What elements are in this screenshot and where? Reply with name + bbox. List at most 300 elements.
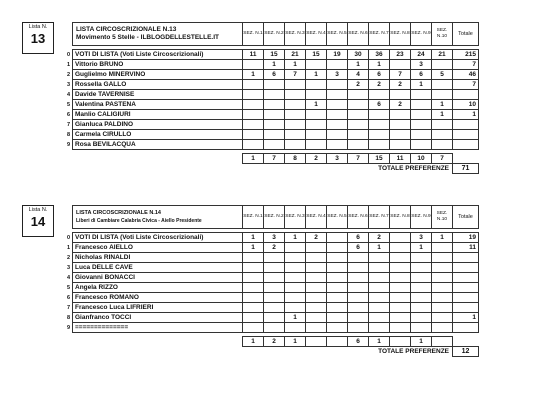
candidate-name: Manlio CALIGIURI	[73, 110, 243, 120]
preferences-table	[62, 205, 479, 357]
section-total: 1	[411, 337, 432, 347]
candidate-name: Francesco Luca LIFRIERI	[73, 303, 243, 313]
vote-cell	[306, 293, 327, 303]
vote-cell	[369, 263, 390, 273]
vote-cell: 21	[285, 50, 306, 60]
vote-cell	[390, 110, 411, 120]
vote-cell: 6	[264, 70, 285, 80]
list-votes-row	[62, 50, 479, 60]
vote-cell: 1	[432, 110, 453, 120]
vote-cell	[432, 283, 453, 293]
row-number: 4	[66, 91, 70, 98]
vote-cell	[369, 293, 390, 303]
section-header: SEZ. N.7	[369, 206, 390, 229]
vote-cell	[306, 263, 327, 273]
vote-cell	[327, 100, 348, 110]
vote-cell: 1	[285, 313, 306, 323]
section-totals-row	[62, 154, 479, 164]
vote-cell	[264, 273, 285, 283]
total-preferences-value: 71	[453, 164, 479, 174]
section-header: SEZ. N.4	[306, 206, 327, 229]
candidate-row	[62, 243, 479, 253]
vote-cell	[348, 263, 369, 273]
vote-cell: 6	[411, 70, 432, 80]
vote-cell	[411, 263, 432, 273]
vote-cell	[348, 130, 369, 140]
vote-cell	[390, 233, 411, 243]
vote-cell	[390, 293, 411, 303]
row-total: 7	[453, 60, 479, 70]
section-header: SEZ. N.3	[285, 23, 306, 46]
vote-cell	[369, 140, 390, 150]
candidate-row	[62, 130, 479, 140]
vote-cell	[390, 253, 411, 263]
candidate-name: ==============	[73, 323, 243, 333]
vote-cell	[264, 303, 285, 313]
vote-cell	[264, 313, 285, 323]
vote-cell	[348, 140, 369, 150]
vote-cell	[432, 273, 453, 283]
vote-cell	[264, 120, 285, 130]
vote-cell	[285, 100, 306, 110]
vote-cell	[369, 120, 390, 130]
vote-cell	[411, 313, 432, 323]
vote-cell	[285, 120, 306, 130]
row-total	[453, 140, 479, 150]
vote-cell: 2	[306, 233, 327, 243]
vote-cell	[432, 243, 453, 253]
vote-cell	[243, 140, 264, 150]
vote-cell: 1	[285, 233, 306, 243]
list-title-cell	[73, 23, 243, 46]
vote-cell	[432, 253, 453, 263]
vote-cell: 3	[264, 233, 285, 243]
candidate-row	[62, 100, 479, 110]
lista-label: Lista N.	[28, 207, 48, 213]
vote-cell	[327, 60, 348, 70]
vote-cell	[327, 80, 348, 90]
candidate-name: Gianluca PALDINO	[73, 120, 243, 130]
row-number: 7	[66, 304, 70, 311]
vote-cell: 15	[264, 50, 285, 60]
row-number: 2	[66, 254, 70, 261]
vote-cell	[348, 283, 369, 293]
vote-cell	[348, 313, 369, 323]
vote-cell	[327, 313, 348, 323]
row-number: 9	[66, 324, 70, 331]
vote-cell	[390, 273, 411, 283]
vote-cell	[432, 293, 453, 303]
vote-cell: 1	[243, 70, 264, 80]
vote-cell	[306, 303, 327, 313]
header-row	[62, 23, 479, 46]
vote-cell	[411, 90, 432, 100]
vote-cell	[327, 253, 348, 263]
vote-cell: 23	[390, 50, 411, 60]
section-header: SEZ. N.5	[327, 206, 348, 229]
section-total: 7	[432, 154, 453, 164]
vote-cell	[390, 60, 411, 70]
vote-cell: 21	[432, 50, 453, 60]
candidate-name: Francesco ROMANO	[73, 293, 243, 303]
vote-cell	[306, 90, 327, 100]
vote-cell	[432, 60, 453, 70]
vote-cell	[411, 253, 432, 263]
vote-cell	[243, 253, 264, 263]
candidate-name: Guglielmo MINERVINO	[73, 70, 243, 80]
vote-cell	[369, 130, 390, 140]
candidate-name: Carmela CIRULLO	[73, 130, 243, 140]
row-number: 0	[66, 234, 70, 241]
section-header: SEZ. N.10	[432, 206, 453, 229]
vote-cell: 2	[390, 80, 411, 90]
vote-cell: 11	[243, 50, 264, 60]
vote-cell	[390, 303, 411, 313]
section-total: 1	[285, 337, 306, 347]
vote-cell	[390, 283, 411, 293]
vote-cell	[327, 243, 348, 253]
vote-cell	[369, 273, 390, 283]
row-number: 3	[66, 264, 70, 271]
vote-cell	[327, 323, 348, 333]
vote-cell	[264, 283, 285, 293]
row-number: 8	[66, 131, 70, 138]
vote-cell	[432, 120, 453, 130]
lista-label: Lista N.	[28, 24, 48, 30]
vote-cell	[432, 80, 453, 90]
lista-number: 13	[30, 31, 46, 46]
vote-cell	[327, 273, 348, 283]
section-header: SEZ. N.2	[264, 23, 285, 46]
section-total	[327, 337, 348, 347]
candidate-row	[62, 273, 479, 283]
section-total: 6	[348, 337, 369, 347]
vote-cell	[369, 323, 390, 333]
vote-cell	[327, 303, 348, 313]
vote-cell: 5	[432, 70, 453, 80]
vote-cell	[306, 313, 327, 323]
list-title-cell	[73, 206, 243, 229]
vote-cell: 4	[348, 70, 369, 80]
candidate-name: Rosa BEVILACQUA	[73, 140, 243, 150]
vote-cell	[264, 140, 285, 150]
vote-cell	[327, 263, 348, 273]
vote-cell	[411, 323, 432, 333]
section-total: 7	[264, 154, 285, 164]
vote-cell	[243, 303, 264, 313]
vote-cell	[285, 263, 306, 273]
vote-cell: 6	[348, 243, 369, 253]
vote-cell: 36	[369, 50, 390, 60]
section-header: SEZ. N.5	[327, 23, 348, 46]
section-total	[390, 337, 411, 347]
vote-cell	[348, 273, 369, 283]
row-number: 7	[66, 121, 70, 128]
section-header: SEZ. N.10	[432, 23, 453, 46]
vote-cell	[369, 283, 390, 293]
vote-cell: 19	[327, 50, 348, 60]
vote-cell: 6	[348, 233, 369, 243]
section-total: 1	[243, 337, 264, 347]
section-totals-row	[62, 337, 479, 347]
vote-cell	[390, 263, 411, 273]
section-header: SEZ. N.8	[390, 206, 411, 229]
vote-cell	[285, 283, 306, 293]
vote-cell	[327, 140, 348, 150]
vote-cell	[411, 110, 432, 120]
vote-cell	[327, 293, 348, 303]
candidate-name: Vittorio BRUNO	[73, 60, 243, 70]
vote-cell: 15	[306, 50, 327, 60]
section-total: 2	[264, 337, 285, 347]
vote-cell	[285, 303, 306, 313]
row-number: 6	[66, 111, 70, 118]
vote-cell	[285, 323, 306, 333]
vote-cell	[306, 80, 327, 90]
vote-cell: 2	[348, 80, 369, 90]
vote-cell	[369, 313, 390, 323]
vote-cell	[306, 323, 327, 333]
vote-cell: 7	[285, 70, 306, 80]
vote-cell	[369, 303, 390, 313]
candidate-row	[62, 263, 479, 273]
row-total: 7	[453, 80, 479, 90]
vote-cell	[348, 303, 369, 313]
vote-cell	[348, 110, 369, 120]
row-number: 2	[66, 71, 70, 78]
vote-cell	[243, 110, 264, 120]
vote-cell	[348, 120, 369, 130]
vote-cell	[390, 130, 411, 140]
row-total: 19	[453, 233, 479, 243]
candidate-row	[62, 120, 479, 130]
section-total	[432, 337, 453, 347]
vote-cell	[369, 110, 390, 120]
row-number: 8	[66, 314, 70, 321]
vote-cell	[411, 100, 432, 110]
row-total: 46	[453, 70, 479, 80]
vote-cell	[243, 120, 264, 130]
section-header: SEZ. N.1	[243, 206, 264, 229]
vote-cell	[432, 140, 453, 150]
candidate-row	[62, 323, 479, 333]
candidate-name: Nicholas RINALDI	[73, 253, 243, 263]
candidate-row	[62, 80, 479, 90]
vote-cell	[327, 283, 348, 293]
row-number: 3	[66, 81, 70, 88]
vote-cell: 1	[369, 243, 390, 253]
vote-cell: 2	[390, 100, 411, 110]
candidate-row	[62, 110, 479, 120]
candidate-name: Luca DELLE CAVE	[73, 263, 243, 273]
vote-cell: 2	[369, 233, 390, 243]
candidate-row	[62, 90, 479, 100]
vote-cell	[327, 233, 348, 243]
section-total: 10	[411, 154, 432, 164]
row-total	[453, 120, 479, 130]
vote-cell	[411, 293, 432, 303]
row-total	[453, 253, 479, 263]
vote-cell	[264, 80, 285, 90]
preferences-table	[62, 22, 479, 174]
vote-cell	[432, 313, 453, 323]
vote-cell	[432, 130, 453, 140]
vote-cell	[306, 110, 327, 120]
row-total: 1	[453, 313, 479, 323]
candidate-name: VOTI DI LISTA (Voti Liste Circoscrizionali)	[73, 50, 243, 60]
candidate-row	[62, 253, 479, 263]
vote-cell	[411, 273, 432, 283]
vote-cell	[348, 90, 369, 100]
vote-cell: 1	[432, 233, 453, 243]
vote-cell	[327, 120, 348, 130]
vote-cell: 1	[285, 60, 306, 70]
vote-cell	[264, 100, 285, 110]
section-total: 8	[285, 154, 306, 164]
row-total: 1	[453, 110, 479, 120]
section-total: 1	[243, 154, 264, 164]
vote-cell	[306, 253, 327, 263]
candidate-name: Valentina PASTENA	[73, 100, 243, 110]
vote-cell	[243, 90, 264, 100]
row-total	[453, 303, 479, 313]
vote-cell	[243, 80, 264, 90]
row-number: 5	[66, 284, 70, 291]
vote-cell	[369, 253, 390, 263]
vote-cell	[285, 243, 306, 253]
list-title: LISTA CIRCOSCRIZIONALE N.13	[76, 26, 177, 33]
candidate-row	[62, 313, 479, 323]
vote-cell	[285, 130, 306, 140]
row-total	[453, 263, 479, 273]
vote-cell	[390, 120, 411, 130]
row-total	[453, 130, 479, 140]
vote-cell	[432, 263, 453, 273]
vote-cell	[348, 253, 369, 263]
vote-cell: 1	[411, 80, 432, 90]
section-header: SEZ. N.9	[411, 206, 432, 229]
vote-cell	[390, 313, 411, 323]
row-total: 215	[453, 50, 479, 60]
vote-cell: 1	[369, 60, 390, 70]
vote-cell	[327, 110, 348, 120]
candidate-row	[62, 303, 479, 313]
vote-cell	[243, 313, 264, 323]
vote-cell	[243, 100, 264, 110]
section-total: 3	[327, 154, 348, 164]
vote-cell	[390, 90, 411, 100]
vote-cell: 3	[411, 60, 432, 70]
vote-cell	[264, 323, 285, 333]
vote-cell: 6	[369, 100, 390, 110]
list-title: LISTA CIRCOSCRIZIONALE N.14	[76, 210, 161, 216]
vote-cell	[348, 100, 369, 110]
vote-cell: 1	[243, 243, 264, 253]
list-subtitle: Liberi di Cambiare Calabria Civica - Aiello Presidente	[76, 218, 202, 224]
section-total: 11	[390, 154, 411, 164]
total-preferences-row	[62, 164, 479, 174]
total-header: Totale	[453, 23, 479, 46]
vote-cell	[264, 110, 285, 120]
vote-cell: 1	[243, 233, 264, 243]
vote-cell	[411, 140, 432, 150]
vote-cell: 3	[327, 70, 348, 80]
section-header: SEZ. N.7	[369, 23, 390, 46]
vote-cell	[243, 283, 264, 293]
section-header: SEZ. N.2	[264, 206, 285, 229]
candidate-row	[62, 70, 479, 80]
row-number: 6	[66, 294, 70, 301]
section-header: SEZ. N.9	[411, 23, 432, 46]
candidate-name: Angela RIZZO	[73, 283, 243, 293]
total-preferences-label: TOTALE PREFERENZE	[378, 164, 449, 172]
list-votes-row	[62, 233, 479, 243]
vote-cell	[306, 130, 327, 140]
vote-cell	[264, 90, 285, 100]
candidate-name: Francesco AIELLO	[73, 243, 243, 253]
lista-number: 14	[30, 214, 46, 229]
vote-cell	[369, 90, 390, 100]
candidate-name: Davide TAVERNISE	[73, 90, 243, 100]
vote-cell: 24	[411, 50, 432, 60]
vote-cell	[264, 253, 285, 263]
vote-cell: 1	[306, 100, 327, 110]
vote-cell	[243, 60, 264, 70]
vote-cell: 2	[369, 80, 390, 90]
total-preferences-value: 12	[453, 347, 479, 357]
section-header: SEZ. N.6	[348, 206, 369, 229]
vote-cell	[306, 243, 327, 253]
section-total: 2	[306, 154, 327, 164]
vote-cell	[411, 303, 432, 313]
row-total	[453, 273, 479, 283]
row-number: 4	[66, 274, 70, 281]
row-number: 0	[66, 51, 70, 58]
lista-number-box	[22, 205, 54, 237]
total-header: Totale	[453, 206, 479, 229]
vote-cell	[432, 323, 453, 333]
vote-cell	[306, 283, 327, 293]
candidate-name: Giovanni BONACCI	[73, 273, 243, 283]
vote-cell	[327, 90, 348, 100]
vote-cell	[285, 253, 306, 263]
row-total: 11	[453, 243, 479, 253]
lista-number-box	[22, 22, 54, 54]
vote-cell	[285, 140, 306, 150]
candidate-row	[62, 140, 479, 150]
vote-cell	[243, 263, 264, 273]
vote-cell: 6	[369, 70, 390, 80]
vote-cell	[327, 130, 348, 140]
candidate-name: Gianfranco TOCCI	[73, 313, 243, 323]
section-total	[306, 337, 327, 347]
row-total: 10	[453, 100, 479, 110]
vote-cell	[411, 130, 432, 140]
row-number: 1	[66, 61, 70, 68]
vote-cell	[306, 140, 327, 150]
vote-cell	[390, 140, 411, 150]
vote-cell	[348, 323, 369, 333]
vote-cell: 30	[348, 50, 369, 60]
section-header: SEZ. N.6	[348, 23, 369, 46]
vote-cell	[285, 80, 306, 90]
vote-cell	[243, 323, 264, 333]
section-header: SEZ. N.8	[390, 23, 411, 46]
vote-cell: 2	[264, 243, 285, 253]
vote-cell: 1	[264, 60, 285, 70]
vote-cell	[348, 293, 369, 303]
vote-cell	[390, 243, 411, 253]
